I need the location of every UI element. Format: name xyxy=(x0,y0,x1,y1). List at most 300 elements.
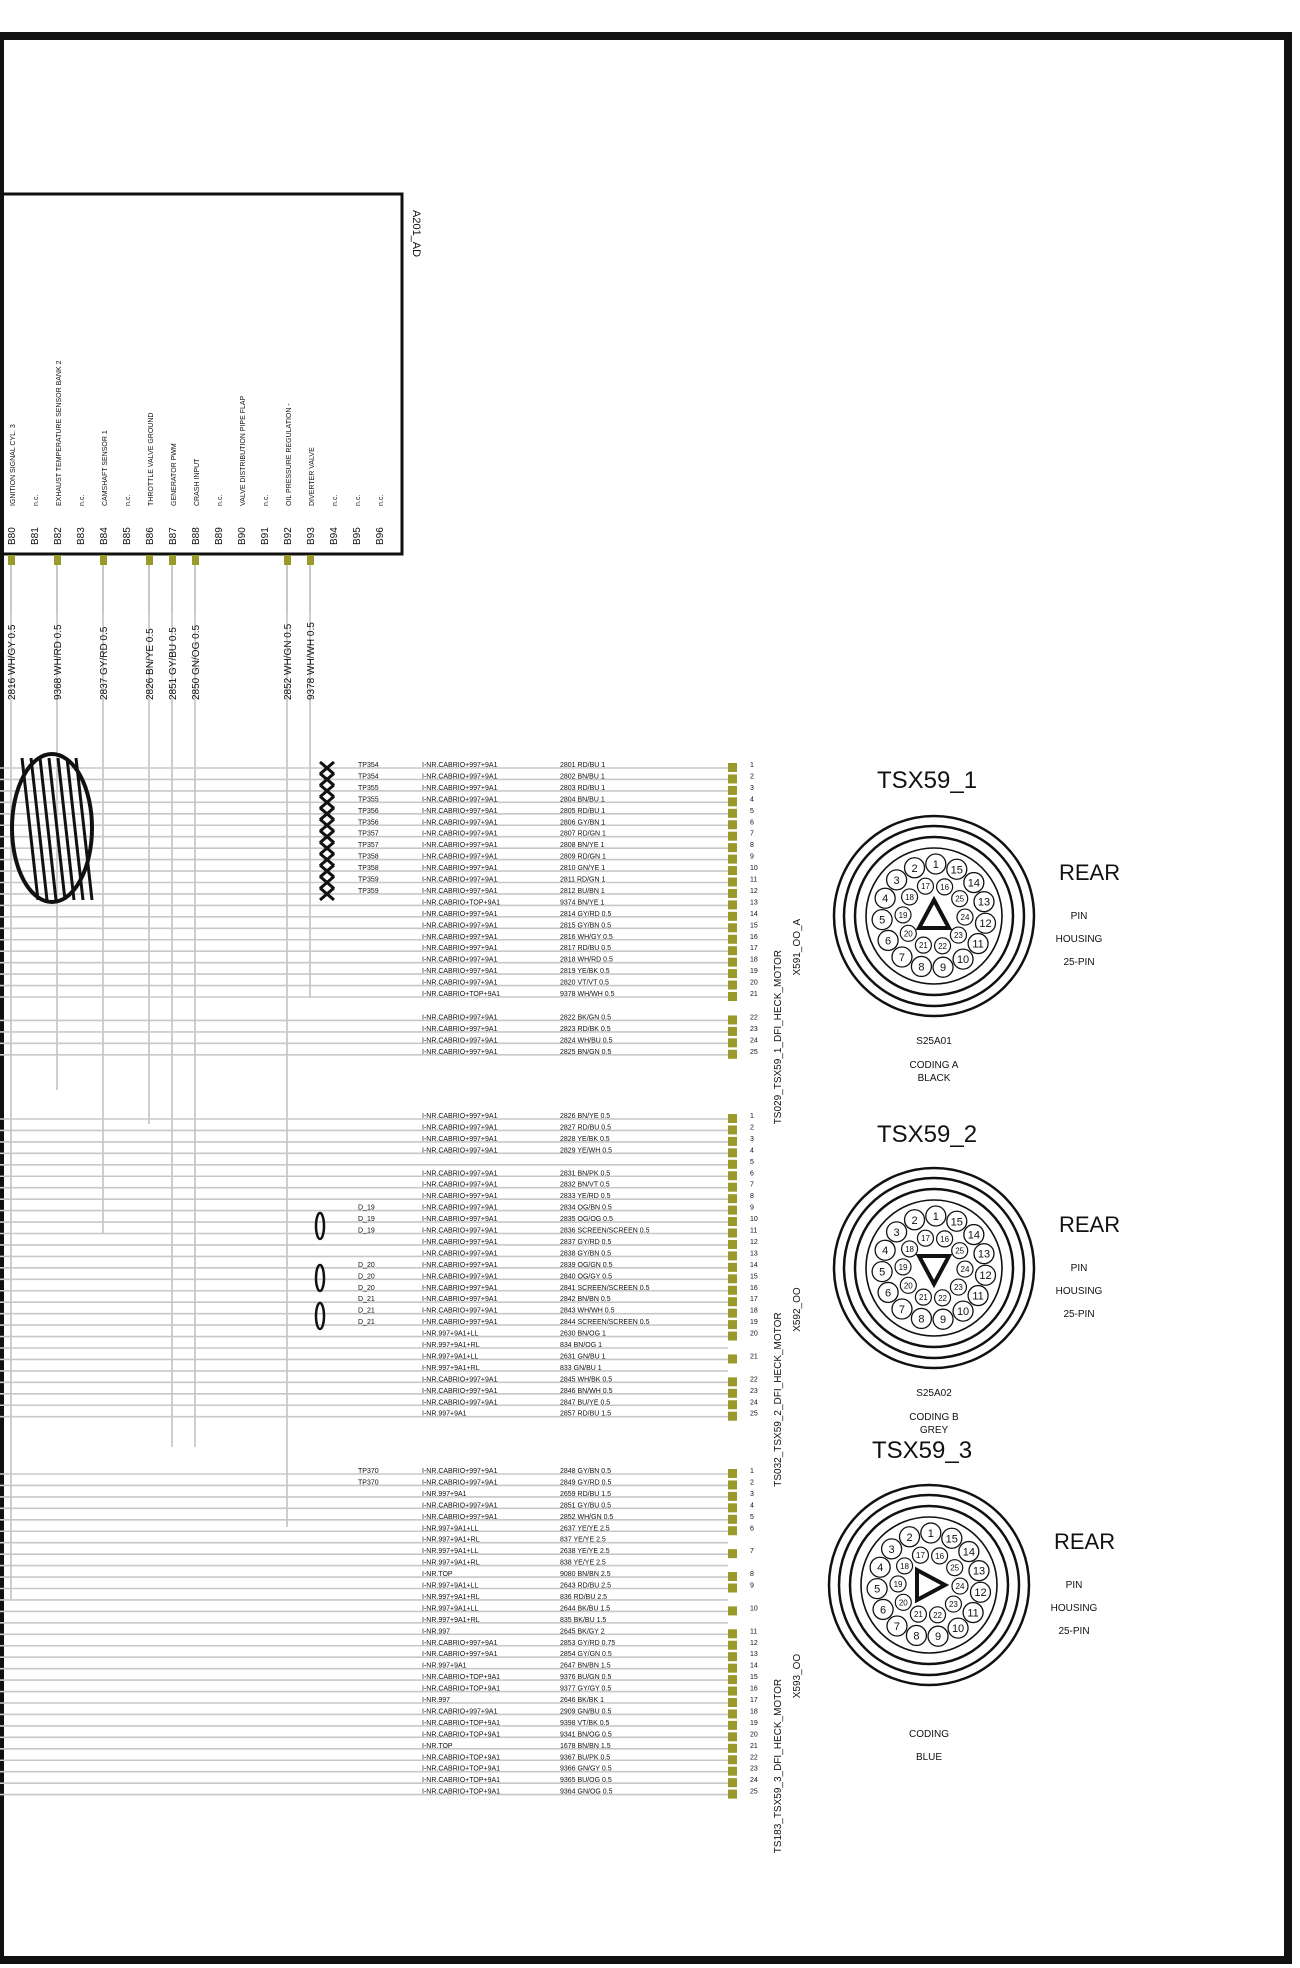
pin-cavity-number: 1 xyxy=(932,859,939,872)
wire-code: 2645 BK/GY 2 xyxy=(560,1628,605,1636)
wire-code: 2841 SCREEN/SCREEN 0.5 xyxy=(560,1284,650,1292)
twist-pair-label: TP354 xyxy=(358,773,379,781)
ecu-pin-number: B92 xyxy=(283,527,294,545)
pin-cavity-number: 14 xyxy=(962,1546,975,1559)
twist-pair-label: TP354 xyxy=(358,762,379,769)
option-code: I-NR.CABRIO+997+9A1 xyxy=(422,1502,498,1510)
wire-code: 2812 BU/BN 1 xyxy=(560,887,605,895)
twist-pair-label: TP357 xyxy=(358,842,379,850)
ecu-pin-function: THROTTLE VALVE GROUND xyxy=(148,412,155,506)
connector-pin-terminal xyxy=(728,797,737,806)
wire-code: 9374 BN/YE 1 xyxy=(560,899,605,907)
wire-code: 2638 YE/YE 2.5 xyxy=(560,1548,610,1556)
shield-loop-icon xyxy=(316,1213,324,1239)
connector-pin-terminal xyxy=(728,1240,737,1249)
connector-pin-terminal xyxy=(728,855,737,864)
cavity-number: 10 xyxy=(750,1605,758,1613)
connector-pin-terminal xyxy=(728,1332,737,1341)
pin-cavity-number: 18 xyxy=(905,1244,915,1254)
ecu-pin-function: n.c. xyxy=(355,494,362,506)
cavity-number: 5 xyxy=(750,1158,754,1166)
wire-code: 2630 BN/OG 1 xyxy=(560,1330,606,1338)
option-code: I-NR.CABRIO+997+9A1 xyxy=(422,1284,498,1292)
option-code: I-NR.CABRIO+997+9A1 xyxy=(422,807,498,815)
pin-cavity-number: 20 xyxy=(903,1281,913,1291)
option-code: I-NR.CABRIO+997+9A1 xyxy=(422,1216,498,1224)
pin-cavity-number: 23 xyxy=(953,931,963,941)
connector-pin-terminal xyxy=(728,774,737,783)
twist-pair-label: TP355 xyxy=(358,796,379,804)
ecu-pin-number: B90 xyxy=(237,527,248,545)
connector-pin-terminal xyxy=(728,1755,737,1764)
wire-code: 2857 RD/BU 1.5 xyxy=(560,1410,611,1418)
pin-cavity-number: 12 xyxy=(979,1270,992,1283)
connector-view-side: REAR xyxy=(1059,860,1121,885)
option-code: I-NR.CABRIO+TOP+9A1 xyxy=(422,1674,501,1682)
sheet-border xyxy=(0,36,1288,1960)
connector-housing-label: HOUSING xyxy=(1055,934,1103,945)
connector-pin-terminal xyxy=(728,969,737,978)
wire-code: 2845 WH/BK 0.5 xyxy=(560,1376,613,1384)
wire-code: 2825 BN/GN 0.5 xyxy=(560,1048,612,1056)
cavity-number: 20 xyxy=(750,1731,758,1739)
cavity-number: 2 xyxy=(750,773,754,781)
ecu-pin-function: CAMSHAFT SENSOR 1 xyxy=(102,430,109,506)
pin-cavity-number: 10 xyxy=(956,954,970,967)
connector-harness-name: TS183_TSX59_3_DFI_HECK_MOTOR xyxy=(773,1678,784,1854)
option-code: I-NR.CABRIO+997+9A1 xyxy=(422,784,498,792)
pin-cavity-number: 15 xyxy=(950,1216,963,1229)
wire-code: 2817 RD/BU 0.5 xyxy=(560,945,611,953)
pin-cavity-number: 14 xyxy=(967,877,980,890)
twist-pair-label: TP370 xyxy=(358,1468,379,1475)
pin-cavity-number: 2 xyxy=(906,1531,913,1544)
connector-pin-terminal xyxy=(728,1050,737,1059)
pin-cavity-number: 21 xyxy=(913,1610,923,1620)
connector-pin-terminal xyxy=(728,946,737,955)
connector-pin-terminal xyxy=(728,1183,737,1192)
pin-cavity-number: 19 xyxy=(893,1579,903,1589)
option-code: I-NR.CABRIO+997+9A1 xyxy=(422,1014,498,1022)
pin-cavity-number: 24 xyxy=(960,913,970,923)
wire-code: 835 BK/BU 1.5 xyxy=(560,1616,607,1624)
connector-pin-terminal xyxy=(728,958,737,967)
wire-code: 838 YE/YE 2.5 xyxy=(560,1559,606,1567)
cavity-number: 10 xyxy=(750,1216,758,1224)
connector-view-side: REAR xyxy=(1059,1212,1121,1237)
twist-pair-label: TP358 xyxy=(358,865,379,873)
cavity-number: 19 xyxy=(750,1719,758,1727)
wire-code: 2835 OG/OG 0.5 xyxy=(560,1216,613,1224)
pin-cavity-number: 3 xyxy=(888,1543,895,1556)
wire-code: 2823 RD/BK 0.5 xyxy=(560,1025,611,1033)
ecu-pin-function: n.c. xyxy=(33,494,40,506)
option-code: I-NR.CABRIO+997+9A1 xyxy=(422,1479,498,1487)
connector-ring-icon xyxy=(844,1178,1024,1358)
cavity-number: 2 xyxy=(750,1124,754,1132)
pin-cavity-number: 15 xyxy=(945,1533,958,1546)
wire-code: 2832 BN/VT 0.5 xyxy=(560,1181,610,1189)
connector-pin-terminal xyxy=(728,1027,737,1036)
option-code: I-NR.CABRIO+997+9A1 xyxy=(422,819,498,827)
twist-pair-label: TP355 xyxy=(358,784,379,792)
cavity-number: 18 xyxy=(750,1307,758,1315)
ecu-wire-label: 2826 BN/YE 0.5 xyxy=(145,628,156,700)
option-code: I-NR.997+9A1+LL xyxy=(422,1353,479,1361)
wire-code: 2643 RD/BU 2.5 xyxy=(560,1582,611,1590)
wire-code: 2815 GY/BN 0.5 xyxy=(560,922,611,930)
twist-pair-label: TP356 xyxy=(358,819,379,827)
pin-cavity-number: 5 xyxy=(879,1266,886,1279)
option-code: I-NR.CABRIO+997+9A1 xyxy=(422,1147,498,1155)
coding-key-icon xyxy=(919,900,949,928)
wire-code: 2802 BN/BU 1 xyxy=(560,773,605,781)
ecu-wire-label: 9378 WH/WH 0.5 xyxy=(306,622,317,700)
connector-pin-terminal xyxy=(728,1320,737,1329)
ecu-pin-function: IGNITION SIGNAL CYL. 3 xyxy=(10,424,17,506)
option-code: I-NR.997+9A1+RL xyxy=(422,1536,480,1544)
cavity-number: 11 xyxy=(750,1628,758,1636)
wire-code: 2637 YE/YE 2.5 xyxy=(560,1525,610,1533)
option-code: I-NR.CABRIO+TOP+9A1 xyxy=(422,1765,501,1773)
option-code: I-NR.CABRIO+997+9A1 xyxy=(422,1387,498,1395)
cavity-number: 15 xyxy=(750,1674,758,1682)
ecu-pin-number: B85 xyxy=(122,527,133,545)
connector-pin-terminal xyxy=(728,1194,737,1203)
connector-pin-terminal xyxy=(728,1480,737,1489)
option-code: I-NR.997+9A1+RL xyxy=(422,1559,480,1567)
connector-pin-terminal xyxy=(728,1675,737,1684)
connector-designation: X592_OO xyxy=(792,1287,803,1332)
ecu-pin-terminal xyxy=(307,555,314,565)
cavity-number: 6 xyxy=(750,1525,754,1533)
ecu-pin-terminal xyxy=(8,555,15,565)
twist-pair-label: D_19 xyxy=(358,1227,375,1235)
option-code: I-NR.CABRIO+997+9A1 xyxy=(422,933,498,941)
cavity-number: 8 xyxy=(750,842,754,850)
twist-pair-label: D_20 xyxy=(358,1273,375,1281)
option-code: I-NR.CABRIO+997+9A1 xyxy=(422,842,498,850)
cavity-number: 8 xyxy=(750,1193,754,1201)
connector-pin-terminal xyxy=(728,1137,737,1146)
connector-pin-terminal xyxy=(728,878,737,887)
twist-pair-label: D_20 xyxy=(358,1284,375,1292)
pin-cavity-number: 1 xyxy=(927,1528,934,1541)
cavity-number: 23 xyxy=(750,1387,758,1395)
connector-coding: CODING xyxy=(909,1729,949,1740)
connector-pin-terminal xyxy=(728,809,737,818)
option-code: I-NR.997+9A1+LL xyxy=(422,1525,479,1533)
connector-pin-terminal xyxy=(728,1503,737,1512)
option-code: I-NR.CABRIO+997+9A1 xyxy=(422,1227,498,1235)
connector-pin-terminal xyxy=(728,1160,737,1169)
wire-code: 2843 WH/WH 0.5 xyxy=(560,1307,615,1315)
ecu-pin-number: B87 xyxy=(168,527,179,545)
connector-pin-terminal xyxy=(728,1251,737,1260)
wire-code: 2852 WH/GN 0.5 xyxy=(560,1513,614,1521)
cavity-number: 14 xyxy=(750,1261,758,1269)
connector-shell-icon xyxy=(834,1168,1034,1368)
option-code: I-NR.CABRIO+997+9A1 xyxy=(422,1025,498,1033)
pin-cavity-number: 16 xyxy=(940,882,950,892)
connector-pin-terminal xyxy=(728,900,737,909)
pin-cavity-number: 4 xyxy=(882,893,889,906)
ecu-pin-function: OIL PRESSURE REGULATION - xyxy=(286,403,293,506)
wire-code: 2803 RD/BU 1 xyxy=(560,784,606,792)
connector-pin-terminal xyxy=(728,1732,737,1741)
cavity-number: 15 xyxy=(750,1273,758,1281)
wire-code: 2814 GY/RD 0.5 xyxy=(560,910,612,918)
connector-housing-label: HOUSING xyxy=(1055,1286,1103,1297)
wire-code: 2644 BK/BU 1.5 xyxy=(560,1605,611,1613)
connector-pin-terminal xyxy=(728,1744,737,1753)
pin-cavity-number: 9 xyxy=(939,962,947,975)
connector-coding: CODING A xyxy=(909,1060,959,1071)
wire-code: 2839 OG/GN 0.5 xyxy=(560,1261,613,1269)
connector-designation: X591_OO_A xyxy=(792,918,803,976)
wire-code: 836 RD/BU 2.5 xyxy=(560,1593,608,1601)
pin-cavity-number: 11 xyxy=(972,1290,984,1303)
pin-cavity-number: 12 xyxy=(974,1587,987,1600)
wire-layer xyxy=(0,565,728,1795)
cavity-number: 10 xyxy=(750,865,758,873)
connector-shell-icon xyxy=(829,1485,1029,1685)
pin-cavity-number: 4 xyxy=(882,1245,889,1258)
ecu-pin-function: DIVERTER VALVE xyxy=(309,447,316,506)
wire-code: 2848 GY/BN 0.5 xyxy=(560,1468,611,1475)
connector-pin-terminal xyxy=(728,1171,737,1180)
pin-cavity-number: 5 xyxy=(874,1583,881,1596)
pin-cavity-number: 19 xyxy=(898,910,908,920)
connector-pin-terminal xyxy=(728,1767,737,1776)
option-code: I-NR.CABRIO+997+9A1 xyxy=(422,1204,498,1212)
cavity-number: 7 xyxy=(750,830,754,838)
pin-cavity-number: 13 xyxy=(972,1565,986,1578)
twist-pair-label: D_21 xyxy=(358,1296,375,1304)
connector-designation: X593_OO xyxy=(792,1653,803,1699)
option-code: I-NR.CABRIO+997+9A1 xyxy=(422,1238,498,1246)
wire-code: 2822 BK/GN 0.5 xyxy=(560,1014,611,1022)
cavity-number: 1 xyxy=(750,1113,754,1120)
connector-shell-icon xyxy=(834,816,1034,1016)
wire-code: 2909 GN/BU 0.5 xyxy=(560,1708,612,1716)
cavity-number: 24 xyxy=(750,1399,758,1407)
wire-code: 2806 GY/BN 1 xyxy=(560,819,606,827)
ecu-pin-function: EXHAUST TEMPERATURE SENSOR BANK 2 xyxy=(56,360,63,506)
shield-loop-icon xyxy=(316,1265,324,1291)
ecu-wire-label: 2851 GY/BU 0.5 xyxy=(168,627,179,700)
ecu-pin-number: B81 xyxy=(30,527,41,545)
option-code: I-NR.CABRIO+997+9A1 xyxy=(422,1261,498,1269)
connector-pin-label: PIN xyxy=(1070,1263,1088,1274)
option-code: I-NR.CABRIO+997+9A1 xyxy=(422,1135,498,1143)
pin-cavity-number: 17 xyxy=(916,1551,925,1561)
pin-cavity-number: 8 xyxy=(918,1313,925,1326)
wire-code: 2844 SCREEN/SCREEN 0.5 xyxy=(560,1319,650,1327)
wire-code: 2854 GY/GN 0.5 xyxy=(560,1651,612,1659)
option-code: I-NR.CABRIO+997+9A1 xyxy=(422,1273,498,1281)
connector-color: BLUE xyxy=(915,1752,943,1763)
twist-pair-label: D_20 xyxy=(358,1261,375,1269)
pin-cavity-number: 25 xyxy=(955,1246,965,1256)
wire-code: 9341 BN/OG 0.5 xyxy=(560,1731,612,1739)
option-code: I-NR.CABRIO+997+9A1 xyxy=(422,773,498,781)
ecu-pin-terminal xyxy=(169,555,176,565)
connector-harness-name: TS029_TSX59_1_DFI_HECK_MOTOR xyxy=(773,949,784,1125)
connector-pin-terminal xyxy=(728,935,737,944)
ecu-pin-function: VALVE DISTRIBUTION PIPE FLAP xyxy=(240,395,247,506)
option-code: I-NR.CABRIO+997+9A1 xyxy=(422,1170,498,1178)
connector-pin-terminal xyxy=(728,1229,737,1238)
connector-view-side: REAR xyxy=(1054,1529,1116,1554)
connector-pin-terminal xyxy=(728,786,737,795)
connector-ring-icon xyxy=(839,1495,1019,1675)
option-code: I-NR.CABRIO+997+9A1 xyxy=(422,1307,498,1315)
cavity-number: 1 xyxy=(750,1468,754,1475)
wire-code: 9377 GY/GY 0.5 xyxy=(560,1685,612,1693)
cavity-number: 19 xyxy=(750,1319,758,1327)
wire-code: 2631 GN/BU 1 xyxy=(560,1353,606,1361)
pin-cavity-number: 7 xyxy=(898,951,906,964)
connector-pin-terminal xyxy=(728,820,737,829)
wire-code: 2816 WH/GY 0.5 xyxy=(560,933,613,941)
connector-ring-icon xyxy=(844,826,1024,1006)
pin-cavity-number: 22 xyxy=(938,1293,947,1303)
cavity-number: 24 xyxy=(750,1777,758,1785)
option-code: I-NR.CABRIO+997+9A1 xyxy=(422,1048,498,1056)
option-code: I-NR.CABRIO+997+9A1 xyxy=(422,853,498,861)
wire-code: 1678 BN/BN 1.5 xyxy=(560,1742,611,1750)
option-code: I-NR.CABRIO+997+9A1 xyxy=(422,956,498,964)
coding-key-icon xyxy=(919,1256,949,1284)
option-code: I-NR.CABRIO+997+9A1 xyxy=(422,865,498,873)
cavity-number: 25 xyxy=(750,1410,758,1418)
twist-pair-label: D_19 xyxy=(358,1216,375,1224)
ecu-pin-function: n.c. xyxy=(332,494,339,506)
cavity-number: 18 xyxy=(750,956,758,964)
option-code: I-NR.CABRIO+TOP+9A1 xyxy=(422,1731,501,1739)
connector-title: TSX59_1 xyxy=(877,767,978,794)
cavity-number: 3 xyxy=(750,1490,754,1498)
option-code: I-NR.997+9A1 xyxy=(422,1410,467,1418)
cavity-number: 7 xyxy=(750,1181,754,1189)
cavity-number: 6 xyxy=(750,819,754,827)
connector-pin-terminal xyxy=(728,1790,737,1799)
cavity-number: 20 xyxy=(750,1330,758,1338)
connector-pin-terminal xyxy=(728,992,737,1001)
connector-pin-terminal xyxy=(728,923,737,932)
wire-code: 2811 RD/GN 1 xyxy=(560,876,606,884)
pin-cavity-number: 8 xyxy=(913,1630,920,1643)
option-code: I-NR.CABRIO+997+9A1 xyxy=(422,1250,498,1258)
pin-cavity-number: 22 xyxy=(938,941,947,951)
wire-code: 9367 BU/PK 0.5 xyxy=(560,1754,611,1762)
pin-cavity-number: 11 xyxy=(967,1607,979,1620)
ecu-pin-terminal xyxy=(284,555,291,565)
wire-code: 833 GN/BU 1 xyxy=(560,1364,602,1372)
ecu-pin-function: n.c. xyxy=(263,494,270,506)
option-code: I-NR.997+9A1+LL xyxy=(422,1548,479,1556)
twist-pair-label: TP370 xyxy=(358,1479,379,1487)
ecu-wire-label: 2837 GY/RD 0.5 xyxy=(99,626,110,700)
connector-pin-terminal xyxy=(728,1526,737,1535)
ecu-pin-function: n.c. xyxy=(125,494,132,506)
option-code: I-NR.997+9A1+RL xyxy=(422,1342,480,1349)
connector-pin-terminal xyxy=(728,981,737,990)
option-code: I-NR.CABRIO+997+9A1 xyxy=(422,922,498,930)
cavity-number: 13 xyxy=(750,1651,758,1659)
pin-cavity-number: 11 xyxy=(972,938,984,951)
connector-pin-terminal xyxy=(728,1389,737,1398)
pin-cavity-number: 7 xyxy=(898,1303,906,1316)
twist-pair-label: D_21 xyxy=(358,1319,375,1327)
cavity-number: 14 xyxy=(750,1662,758,1670)
connector-pin-terminal xyxy=(728,1125,737,1134)
option-code: I-NR.997 xyxy=(422,1628,451,1636)
cavity-number: 9 xyxy=(750,853,754,861)
pin-cavity-number: 23 xyxy=(948,1600,958,1610)
pin-cavity-number: 16 xyxy=(940,1234,950,1244)
pin-cavity-number: 13 xyxy=(977,1248,991,1261)
wire-code: 837 YE/YE 2.5 xyxy=(560,1536,606,1544)
wire-code: 9364 GN/OG 0.5 xyxy=(560,1788,613,1796)
connector-pin-terminal xyxy=(728,1778,737,1787)
wire-code: 2810 GN/YE 1 xyxy=(560,865,606,873)
pin-cavity-number: 7 xyxy=(893,1620,901,1633)
ecu-pin-number: B93 xyxy=(306,527,317,545)
cavity-number: 3 xyxy=(750,784,754,792)
cavity-number: 25 xyxy=(750,1048,758,1056)
cavity-number: 4 xyxy=(750,1502,754,1510)
option-code: I-NR.997+9A1 xyxy=(422,1662,467,1670)
option-code: I-NR.CABRIO+997+9A1 xyxy=(422,1513,498,1521)
ecu-pin-number: B80 xyxy=(7,527,18,545)
cavity-number: 19 xyxy=(750,968,758,976)
option-code: I-NR.CABRIO+997+9A1 xyxy=(422,979,498,987)
option-code: I-NR.997+9A1+LL xyxy=(422,1605,479,1613)
wire-code: 2853 GY/RD 0.75 xyxy=(560,1639,616,1647)
pin-cavity-number: 9 xyxy=(939,1314,947,1327)
option-code: I-NR.CABRIO+997+9A1 xyxy=(422,887,498,895)
ecu-pin-terminal xyxy=(54,555,61,565)
pin-cavity-number: 21 xyxy=(918,1293,928,1303)
connector-pincount-label: 25-PIN xyxy=(1058,1626,1090,1637)
wire-code: 9365 BU/OG 0.5 xyxy=(560,1777,612,1785)
ecu-pin-number: B94 xyxy=(329,527,340,545)
option-code: I-NR.CABRIO+997+9A1 xyxy=(422,1181,498,1189)
ecu-pin-function: n.c. xyxy=(217,494,224,506)
connector-pin-terminal xyxy=(728,1664,737,1673)
pin-cavity-number: 21 xyxy=(918,941,928,951)
connector-pin-terminal xyxy=(728,1721,737,1730)
wire-code: 2831 BN/PK 0.5 xyxy=(560,1170,611,1178)
pin-cavity-number: 18 xyxy=(900,1561,910,1571)
pin-cavity-number: 24 xyxy=(960,1265,970,1275)
pin-cavity-number: 16 xyxy=(935,1551,945,1561)
option-code: I-NR.CABRIO+997+9A1 xyxy=(422,1113,498,1120)
option-code: I-NR.CABRIO+TOP+9A1 xyxy=(422,1719,501,1727)
connector-pin-terminal xyxy=(728,1015,737,1024)
connector-pin-terminal xyxy=(728,1709,737,1718)
cavity-number: 23 xyxy=(750,1765,758,1773)
option-code: I-NR.CABRIO+997+9A1 xyxy=(422,1639,498,1647)
cavity-number: 12 xyxy=(750,1238,758,1246)
wire-code: 2847 BU/YE 0.5 xyxy=(560,1399,611,1407)
connector-pin-terminal xyxy=(728,1629,737,1638)
wire-code: 2840 OG/GY 0.5 xyxy=(560,1273,613,1281)
connector-pin-terminal xyxy=(728,1297,737,1306)
pin-cavity-number: 25 xyxy=(950,1563,960,1573)
